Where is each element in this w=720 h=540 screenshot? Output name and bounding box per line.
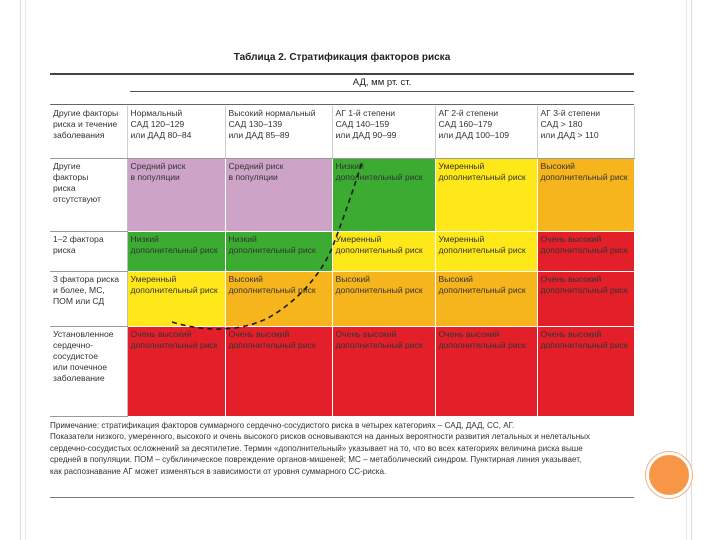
risk-cell: Умеренный дополнительный риск: [435, 158, 537, 231]
table-row: [50, 158, 634, 231]
risk-cell: Высокий дополнительный риск: [332, 271, 435, 326]
risk-cell: Умеренный дополнительный риск: [127, 271, 225, 326]
table-row: [50, 231, 634, 271]
row-header: 3 фактора риска и более, МС, ПОМ или СД: [50, 271, 127, 326]
column-header: АГ 2-й степени САД 160–179 или ДАД 100–109: [435, 106, 537, 158]
risk-cell: Очень высокий дополнительный риск: [537, 326, 634, 416]
column-header: Высокий нормальный САД 130–139 или ДАД 85–89: [225, 106, 332, 158]
risk-cell: Умеренный дополнительный риск: [332, 231, 435, 271]
risk-cell: Высокий дополнительный риск: [225, 271, 332, 326]
table-header-row: [50, 106, 634, 158]
risk-cell: Очень высокий дополнительный риск: [435, 326, 537, 416]
table-row: [50, 326, 634, 416]
bp-header-rule: [130, 91, 634, 92]
row-header: Установленное сердечно- сосудистое или почечное заболевание: [50, 326, 127, 416]
table-title: Таблица 2. Стратификация факторов риска: [233, 52, 451, 63]
risk-cell: Очень высокий дополнительный риск: [332, 326, 435, 416]
risk-stratification-table: [50, 106, 635, 417]
risk-cell: Очень высокий дополнительный риск: [537, 231, 634, 271]
slide-accent-circle: [646, 452, 692, 498]
risk-cell: Очень высокий дополнительный риск: [127, 326, 225, 416]
bp-header: АД, мм рт. ст.: [352, 77, 412, 88]
risk-cell: Умеренный дополнительный риск: [435, 231, 537, 271]
note-rule: [50, 497, 634, 498]
risk-cell: Высокий дополнительный риск: [435, 271, 537, 326]
row-header: Другие факторы риска отсутствуют: [50, 158, 127, 231]
risk-cell: Низкий дополнительный риск: [225, 231, 332, 271]
column-header: АГ 1-й степени САД 140–159 или ДАД 90–99: [332, 106, 435, 158]
column-header: АГ 3-й степени САД > 180 или ДАД > 110: [537, 106, 634, 158]
risk-cell: Высокий дополнительный риск: [537, 158, 634, 231]
risk-cell: Очень высокий дополнительный риск: [537, 271, 634, 326]
column-header: Нормальный САД 120–129 или ДАД 80–84: [127, 106, 225, 158]
risk-cell: Средний риск в популяции: [225, 158, 332, 231]
table-note: Примечание: стратификация факторов суммарного сердечно-сосудистого риска в четырех категориях – САД, ДАД, СС, АГ. Показатели низкого, умеренного, высокого и очень высокого рисков основываются на данных вероятности развития летальных и нелетальных сердечно-сосудистых осложнений за десятилетие. Термин «дополнительный» указывает на то, что во всех категориях величина риска выше средней в популяции. ПОМ – субклиническое повреждение органов-мишеней; МС – метаболический синдром. Пунктирная линия указывает, как распознавание АГ может изменяться в зависимости от уровня суммарного СС-риска.: [50, 421, 591, 476]
column-header: Другие факторы риска и течение заболевания: [50, 106, 127, 158]
risk-cell: Очень высокий дополнительный риск: [225, 326, 332, 416]
risk-cell: Низкий дополнительный риск: [332, 158, 435, 231]
header-divider: [50, 104, 634, 105]
risk-cell: Средний риск в популяции: [127, 158, 225, 231]
row-header: 1–2 фактора риска: [50, 231, 127, 271]
table-row: [50, 271, 634, 326]
risk-cell: Низкий дополнительный риск: [127, 231, 225, 271]
title-rule: [50, 73, 634, 75]
